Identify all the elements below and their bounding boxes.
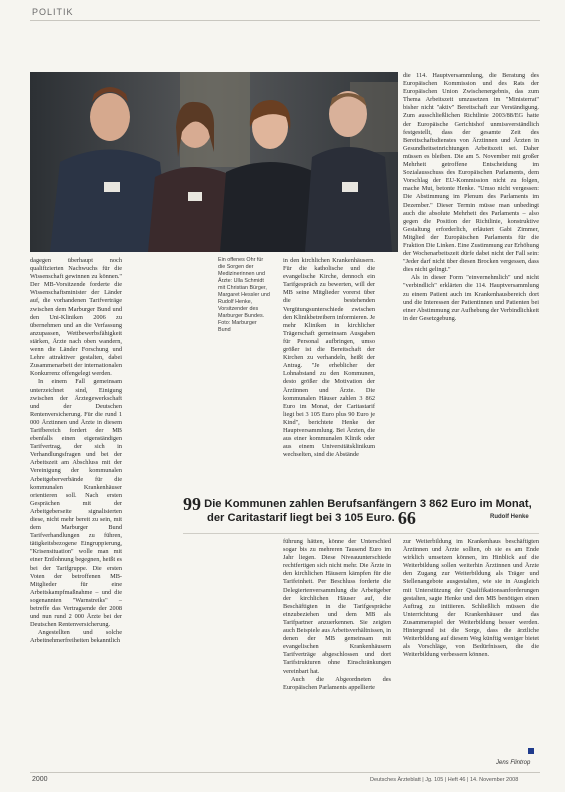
pull-quote-source: Rudolf Henke <box>490 514 529 520</box>
paragraph: in den kirchlichen Krankenhäusern. Für die katholische und die evangelische Kirche, dennoch ein Tarifgespräch zu bewerten, will der MB seine Mitglieder vorerst über die bestehenden Vergütungsunterschiede zwischen den Klinikbetreibern informieren. Je mehr Kliniken in kirchlicher Trägerschaft gemeinsam Ausgaben für Personal aufbringen, umso größer ist die Bereitschaft der Kirchen zu verhandeln, heißt der Antrag. "Je erheblicher der Lohnabstand zu den Kommunen, desto größer die Motivation der Ärztinnen und Ärzte. Die kommunalen Häuser zahlen 3 862 Euro im Monat, der Caritastarif liegt bei 3 105 Euro plus 90 Euro je Kind", berichtete Henke der Hauptversammlung. Bei Ärzten, die aus einer kommunalen Klinik oder aus einem Universitätsklinikum wechselten, sind die Abstände <box>283 257 375 459</box>
caption-credit: Foto: Marburger Bund <box>218 320 257 333</box>
footer-rule <box>30 772 540 773</box>
article-column-4-upper <box>403 72 539 490</box>
end-of-article-mark <box>528 748 534 754</box>
paragraph: führung hätten, könne der Unterschied sogar bis zu mehreren Tausend Euro im Jahr liegen. Diese Niveauunterschiede rechtfertigen sich nicht mehr. Die Ärzte in den kirchlichen Häusern kämpfen für die Tarifeinheit. Per Beschluss forderte die Delegiertenversammlung die Arbeitgeber der kirchlichen Häuser auf, die Beschäftigten in die Tarifgespräche einzubeziehen und dem MB als Tarifpartner anzuerkennen. Sie zeigten auch Beispiele aus Arbeitsverhältnissen, in denen der MB gemeinsam mit evangelischen Krankenhäusern Tarifverträge abgeschlossen und dort Tarifstrukturen ohne Einschränkungen vereinbart hat. <box>283 538 391 675</box>
pull-quote-rule <box>183 533 539 534</box>
pull-quote-line-2: der Caritastarif liegt bei 3 105 Euro. 66 <box>207 508 416 528</box>
header-rule <box>30 20 540 21</box>
photo-caption <box>218 257 270 334</box>
section-rubric: POLITIK <box>32 7 74 17</box>
article-column-1 <box>30 257 122 765</box>
paragraph: dagegen überhaupt noch qualifizierten Nachwuchs für die Wissenschaft gewinnen zu können." Der MB-Vorsitzende forderte die Wissenschaftsminister der Länder auf, die vorhandenen Tarifverträge zwischen dem Marburger Bund und den Uni-Kliniken 2006 zu übernehmen und an die Verfassung anzupassen, Wettbewerbsfähigkeit stärken, Ärzte nach oben wandern, wenn die Länder Forschung und Lehre attraktiver gestalten, dabei Zusammenarbeit der internationalen Konkurrenz offengelegt werden. <box>30 257 122 378</box>
article-photo <box>30 72 398 252</box>
paragraph: In einem Fall gemeinsam unterzeichnet sind, Einigung zwischen der Ärztegewerkschaft und der Deutschen Rentenversicherung. Für die rund 1 000 Ärztinnen und Ärzte in diesem Tarifbereich fordert der MB ebenfalls einen eigenständigen Tarifvertrag, der sich in Verhandlungsfragen und bei der Arbeitszeit am Abschluss mit der Vereinigung der kommunalen Arbeitgeberverbände für die kommunalen Krankenhäuser orientieren soll. Nach ersten Gesprächen mit der Arbeitgeberseite signalisierten diese, nicht mehr bereit zu sein, mit dem Marburger Bund Tarifverhandlungen zu führen, tätigkeitsbezogene Eingruppierung, "Krisensituation" wolle man mit einer Entlohnung begegnen, heißt es bei der Tarifgruppe. Die ersten Voten der betroffenen MB-Mitglieder für eine Arbeitskampfmaßnahme – und die sogenannten "Warnstreiks" – betreffe das Vertragsende der 2008 und nun rund 2 000 Ärzte bei der Deutschen Rentenversicherung. <box>30 378 122 629</box>
article-column-4-lower <box>403 538 539 744</box>
caption-text: Ein offenes Ohr für die Sorgen der Medizinerinnen und Ärzte: Ulla Schmidt mit Christian Bürger, Margaret Hessler und Rudolf Henke, Vorsitzender des Marburger Bundes. <box>218 257 270 319</box>
quote-open-mark: 99 <box>183 494 201 514</box>
photo-illustration <box>30 72 398 252</box>
paragraph: Als in dieser Form "einvernehmlich" und nicht "verbindlich" erklärten die 114. Hauptversammlung zu einem Patient auch im Krankenhausbereich dort und die Interessen der Patientinnen und Patienten bei einer Abstimmung zur Aufhebung der Verbindlichkeit in der Gesetzgebung. <box>403 274 539 322</box>
paragraph: Auch die Abgeordneten des Europäischen Parlaments appellierte <box>283 675 391 691</box>
paragraph: die 114. Hauptversammlung, die Beratung des Europäischen Kommission und des Rats der Europäischen Union Zwischenergebnis, das zum Thema Arbeitszeit umzusetzen im "Ministerrat" bisher nicht "aktiv" Bereitschaft zur Verständigung. Zum ausschließlichen Richtlinie 2003/88/EG hatte der Europäische Gerichtshof unmissverständlich festgestellt, dass der gesamte Zeit des Bereitschaftsdienstes von Ärztinnen und Ärzten in Gesundheitseinrichtungen Arbeitszeit sei. Daher müssen es bleiben. Die am 5. November mit großer Mehrheit getroffene Entscheidung im Sozialausschuss des Europäischen Parlaments, dem Vorschlag der EU-Kommission nicht zu folgen, mache Mut, betonte Henke. "Umso nicht vergessen: Die Abstimmung im Plenum des Parlaments im Dezember." Dieser Termin müsse man unbedingt auch die absolute Mehrheit des Parlaments – also gegen die Position der Richtlinie, konstruktive Gestaltung erforderlich, erläutert Gabi Zimmer, Mitglied der Europäischen Parlaments für die Fraktion Die Linken. Eine Zustimmung zur Erhöhung der Wochenarbeitszeit dürfe dabei nicht der Fall sein: "Jeder darf nicht über diesen Brocken vergessen, dass dies nicht gelingt." <box>403 72 539 274</box>
quote-close-mark: 66 <box>397 508 416 528</box>
article-column-3-lower <box>283 538 391 766</box>
journal-citation: Deutsches Ärzteblatt | Jg. 105 | Heft 46 | 14. November 2008 <box>370 777 519 783</box>
page-number: 2000 <box>32 776 48 783</box>
paragraph: Angestellten und solche Arbeitnehmerfreiheiten bekanntlich <box>30 629 122 645</box>
article-column-3-upper <box>283 257 375 489</box>
pull-quote-line-1: 99 Die Kommunen zahlen Berufsanfängern 3 862 Euro im Monat, <box>183 494 532 514</box>
paragraph: zur Weiterbildung im Krankenhaus beschäftigten Ärztinnen und Ärzte sollten, ob sie es am Ende wirklich umsetzen können, im Hinblick auf die Weiterbildung sollen weiterhin Ärztinnen und Ärzte den Zugang zur Weiterbildung als Träger und Stellenangebote ausgestalten, wie sie in Ausgleich mit Unterstützung der Qualifikationsanforderungen gestalten, sagte Henke und den MB benötigen einen Auftrag zu initiieren. Schließlich müssen die Unterrichtung der Krankenhäuser und das Zusammenspiel der Weiterbildung besser werden. Hintergrund ist die Sorge, dass die ärztliche Weiterbildung auf diesem Weg künftig weniger bietet als Vorschläge, von Bedürfnissen, die die Weiterbildung verbessern können. <box>403 538 539 659</box>
author-signature: Jens Flintrop <box>496 760 531 766</box>
